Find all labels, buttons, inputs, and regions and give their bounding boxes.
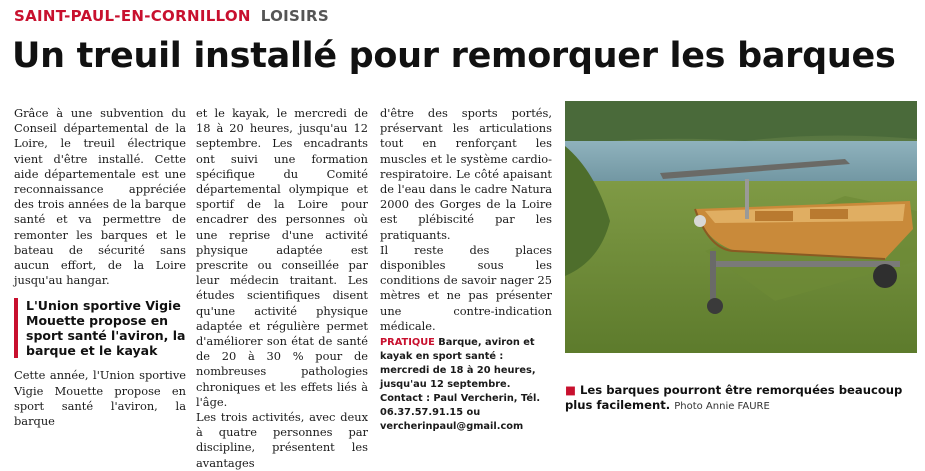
paragraph: Il reste des places disponibles sous les conditions de savoir nager 25 mètres et ne pas présenter une contre-indication médicale. xyxy=(380,242,552,333)
practical-text: Barque, aviron et kayak en sport santé : mercredi de 18 à 20 heures, jusqu'au 12 septembre. Contact : Paul Vercherin, Tél. 06.37.57.91.15 ou vercherinpaul@gmail.com xyxy=(380,337,541,433)
river xyxy=(565,141,917,186)
headline: Un treuil installé pour remorquer les barques xyxy=(12,36,896,76)
article-kicker xyxy=(14,5,329,27)
article-column-3 xyxy=(380,106,552,433)
practical-tag: PRATIQUE xyxy=(380,337,435,349)
article-photo xyxy=(565,101,917,353)
pull-quote: L'Union sportive Vigie Mouette propose en sport santé l'aviron, la barque et le kayak xyxy=(14,298,186,358)
paragraph: Cette année, l'Union sportive Vigie Mouette propose en sport santé l'aviron, la barque xyxy=(14,368,186,429)
place-name: SAINT-PAUL-EN-CORNILLON xyxy=(14,7,251,25)
paragraph: Les trois activités, avec deux à quatre personnes par discipline, présentent les avantages xyxy=(196,410,368,470)
paragraph: Grâce à une subvention du Conseil départemental de la Loire, le treuil électrique vient d'être installé. Cette aide départementale est une reconnaissance appréciée des trois années de la barque santé et va permettre de remonter les barques et le bateau de sécurité sans aucun effort, de la Loire jusqu'au hangar. xyxy=(14,106,186,288)
trailer-wheel xyxy=(707,298,723,314)
boat-photo-illustration xyxy=(565,101,917,353)
article-column-2 xyxy=(196,106,368,470)
caption-text: Les barques pourront être remorquées beaucoup plus facilement. xyxy=(565,383,903,412)
trailer-frame xyxy=(715,261,900,267)
caption-bullet: ■ xyxy=(565,383,576,397)
photo-credit: Photo Annie FAURE xyxy=(674,401,770,412)
winch-post xyxy=(745,179,749,219)
section-name: LOISIRS xyxy=(260,7,329,25)
article-column-1 xyxy=(14,106,186,429)
practical-info xyxy=(380,336,552,434)
paragraph: d'être des sports portés, préservant les articulations tout en renforçant les muscles et le système cardio-respiratoire. Le côté apaisant de l'eau dans le cadre Natura 2000 des Gorges de la Loire est plébiscité par les pratiquants. xyxy=(380,106,552,242)
photo-caption xyxy=(565,383,917,414)
paragraph: et le kayak, le mercredi de 18 à 20 heures, jusqu'au 12 septembre. Les encadrants ont suivi une formation spécifique du Comité départemental olympique et sportif de la Loire pour encadrer des personnes où une reprise d'une activité physique adaptée est prescrite ou conseillée par leur médecin traitant. Les études scientifiques disent qu'une activité physique adaptée et régulière permet d'améliorer son état de santé de 20 à 30 % pour de nombreuses pathologies chroniques et les effets liés à l'âge. xyxy=(196,106,368,409)
